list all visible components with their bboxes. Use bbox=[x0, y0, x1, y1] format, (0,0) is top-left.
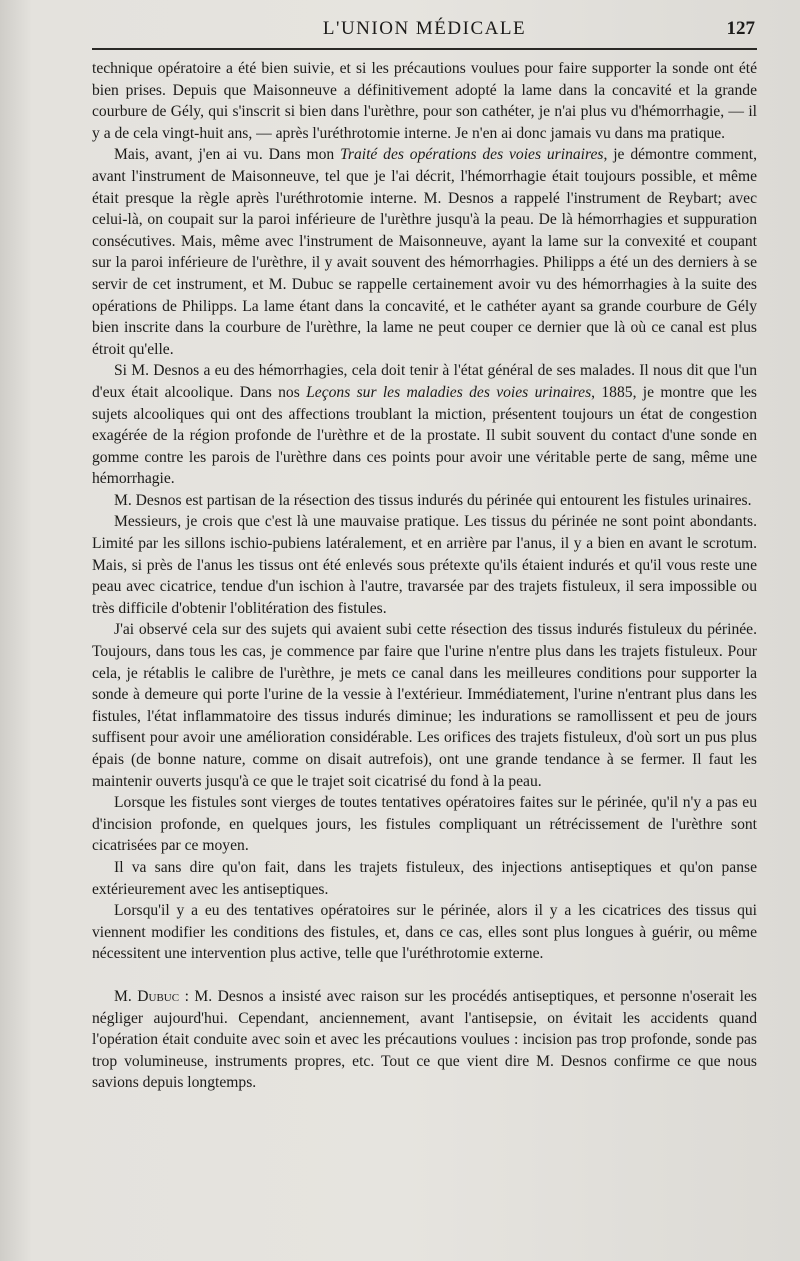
paragraph-2 bbox=[92, 144, 757, 360]
paragraph-10-text: : M. Desnos a insisté avec raison sur les procédés antiseptiques, et personne n'oserait les négliger aujourd'hui. Cependant, anciennement, avant l'antisepsie, on évitait les accidents quand l'opération était conduite avec soin et avec les précautions voulues : incision pas trop profonde, sonde pas trop volumineuse, instruments propres, etc. Tout ce que vient dire M. Desnos confirme ce que nous savions depuis longtemps. bbox=[92, 987, 757, 1092]
paragraph-4: M. Desnos est partisan de la résection des tissus indurés du périnée qui entourent les fistules urinaires. bbox=[114, 491, 752, 509]
book-title-traite: Traité des opérations des voies urinaires bbox=[340, 146, 604, 164]
paragraph-9: Lorsqu'il y a eu des tentatives opératoires sur le périnée, alors il y a les cicatrices des tissus qui viennent modifier les conditions des fistules, et, dans ce cas, elles sont plus longues à guérir, ou même nécessitent une intervention plus active, telle que l'uréthrotomie externe. bbox=[92, 902, 757, 963]
book-title-lecons: Leçons sur les maladies des voies urinaires bbox=[306, 383, 592, 401]
paragraph-3-lead: Si M. Desnos a eu des hémorrhagies, cela doit tenir à l'état général de ses malades. Il nous dit que l'un d'eux était alcoolique. Dans nos bbox=[92, 362, 757, 401]
page-number: 127 bbox=[726, 18, 755, 39]
paragraph-6: J'ai observé cela sur des sujets qui avaient subi cette résection des tissus indurés fistuleux du périnée. Toujours, dans tous les cas, je commence par faire que l'urine n'entre plus dans les trajets fistuleux. Pour cela, je rétablis le calibre de l'urèthre, je mets ce canal dans les meilleures conditions pour supporter la sonde à demeure qui porte l'urine de la vessie à l'extérieur. Immédiatement, l'urine n'entrant plus dans les fistules, l'état inflammatoire des tissus indurés diminue; les indurations se ramollissent et peu de jours suffisent pour avoir une amélioration considérable. Les orifices des trajets fistuleux, d'où sort un pus plus épais (de bonne nature, comme on disait autrefois), ont une grande tendance à se fermer. Il faut les maintenir ouverts jusqu'à ce que le trajet soit cicatrisé du fond à la peau. bbox=[92, 621, 757, 790]
paragraph-8: Il va sans dire qu'on fait, dans les trajets fistuleux, des injections antiseptiques et qu'on panse extérieurement avec les antiseptiques. bbox=[92, 858, 757, 898]
paragraph-7: Lorsque les fistules sont vierges de toutes tentatives opératoires faites sur le périnée, qu'il n'y a pas eu d'incision profonde, en quelques jours, les fistules compliquant un rétrécissement de l'urèthre sont cicatrisées par ce moyen. bbox=[92, 794, 757, 855]
article-body bbox=[92, 58, 757, 1094]
speaker-name: M. Dubuc bbox=[114, 987, 180, 1005]
paragraph-10 bbox=[92, 986, 757, 1094]
paragraph-1: technique opératoire a été bien suivie, et si les précautions voulues pour faire supporter la sonde ont été bien prises. Depuis que Maisonneuve a définitivement adopté la lame dans la concavité et la grande courbure de Gély, qui s'inscrit si bien dans l'urèthre, pour son cathéter, je n'ai plus vu d'hémorrhagie, — il y a de cela vingt-huit ans, — après l'uréthrotomie interne. Je n'en ai donc jamais vu dans ma pratique. bbox=[92, 60, 757, 142]
paragraph-2-rest: , je démontre comment, avant l'instrument de Maisonneuve, tel que je l'ai décrit, l'hémorrhagie était toujours possible, et même était presque la règle après l'uréthrotomie interne. M. Desnos a rappelé l'instrument de Reybart; avec celui-là, on coupait sur la paroi inférieure de l'urèthre jusqu'à la peau. De là hémorrhagies et suppuration consécutives. Mais, même avec l'instrument de Maisonneuve, ayant la lame sur la convexité et coupant sur la paroi inférieure de l'urèthre, il y avait souvent des hémorrhagies. Philipps a été un des derniers à se servir de cet instrument, et M. Dubuc se rappelle certainement avoir vu des hémorrhagies à la suite des opérations de Philipps. La lame étant dans la concavité, et le cathéter ayant sa grande courbure de Gély bien inscrite dans la courbure de l'urèthre, la lame ne peut couper ce dernier que là où ce canal est plus étroit qu'elle. bbox=[92, 146, 757, 358]
running-title: L'UNION MÉDICALE bbox=[322, 18, 527, 39]
paragraph-5: Messieurs, je crois que c'est là une mauvaise pratique. Les tissus du périnée ne sont point abondants. Limité par les sillons ischio-pubiens latéralement, et en arrière par l'anus, il y a bien en avant le scrotum. Mais, si près de l'anus les tissus ont été enlevés sous prétexte qu'ils étaient indurés et qu'il vous reste une peau avec cicatrice, tendue d'un ischion à l'autre, travarsée par des trajets fistuleux, il sera impossible ou très difficile d'obtenir l'oblitération des fistules. bbox=[92, 513, 757, 617]
paragraph-3 bbox=[92, 360, 757, 490]
header-rule bbox=[92, 48, 757, 50]
page-header bbox=[92, 16, 757, 46]
paragraph-3-rest: , 1885, je montre que les sujets alcooliques qui ont des affections troublant la miction, présentent toujours un état de congestion exagérée de la région profonde de l'urèthre et de la prostate. Il subit souvent du contact d'une sonde en gomme contre les parois de l'urèthre dans ces points pour avoir une véritable perte de sang, même une hémorrhagie. bbox=[92, 383, 757, 488]
paragraph-2-lead: Mais, avant, j'en ai vu. Dans mon bbox=[114, 146, 341, 164]
